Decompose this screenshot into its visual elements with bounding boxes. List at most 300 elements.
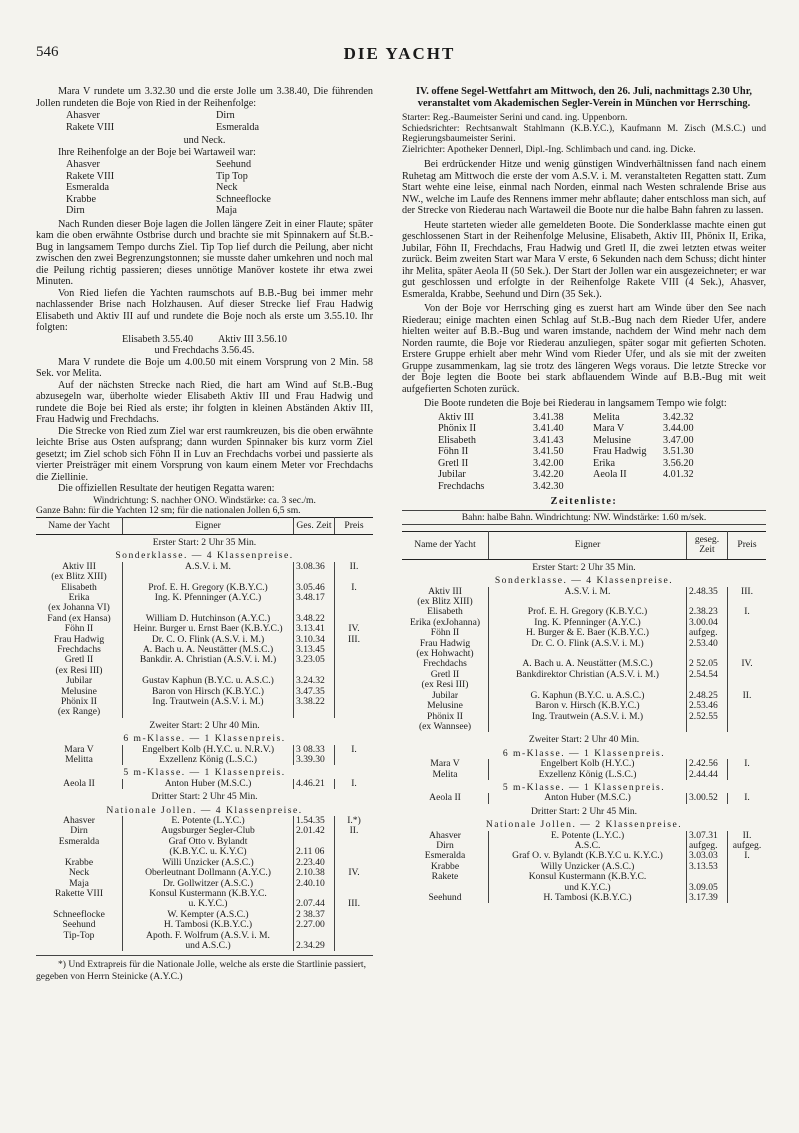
prize — [335, 879, 374, 889]
results-table — [402, 531, 766, 903]
owner: Bankdirektor Christian (A.S.V. i. M.) — [489, 670, 687, 691]
footnote: *) Und Extrapreis für die Nationale Jolle, welche als erste die Startlinie passiert, gegeben von Herrn Steinicke (A.Y.C.) — [36, 955, 373, 982]
table-row — [36, 697, 373, 718]
page-number: 546 — [36, 44, 59, 60]
section-row — [36, 548, 373, 561]
column-header: geseg. Zeit — [687, 532, 728, 560]
owner: Konsul Kustermann (K.B.Y.C. u. K.Y.C.) — [123, 889, 294, 910]
prize — [728, 628, 767, 638]
yacht-name: Melitta — [36, 755, 123, 765]
officials-finish-judges: Zielrichter: Apotheker Dennerl, Dipl.-Ing. Schlimbach und cand. ing. Dicke. — [402, 143, 696, 155]
elapsed-time: 2.40.10 — [294, 879, 335, 889]
course-info: Bahn: halbe Bahn. Windrichtung: NW. Windstärke: 1.60 m/sek. — [402, 510, 766, 526]
section-row — [36, 789, 373, 802]
paragraph: und Neck. — [183, 135, 226, 146]
paragraph: Von Ried liefen die Yachten raumschots auf B.B.-Bug bei immer mehr nachlassender Brise nach Holzhausen. Auf dieser Strecke lief Frau Hadwig Elisabeth und Aktiv III auf und rundete die Boje noch als erste um 3.55.10. Ihr folgten: — [36, 287, 373, 333]
section-label: Erster Start: 2 Uhr 35 Min. — [532, 561, 636, 573]
owner: H. Burger & E. Baer (K.B.Y.C.) — [489, 628, 687, 638]
section-label: Zweiter Start: 2 Uhr 40 Min. — [149, 719, 260, 731]
prize: IV. — [741, 658, 753, 670]
prize: I. — [351, 581, 357, 593]
yacht-name: Phönix II (ex Range) — [36, 697, 123, 718]
owner: Augsburger Segler-Club — [123, 826, 294, 836]
prize: I.*) — [347, 815, 361, 827]
owner: A.S.V. i. M. — [123, 562, 294, 583]
prize: II. — [349, 560, 359, 572]
yacht-name: Rakete VIII — [66, 170, 115, 182]
yacht-name: Aeola II — [36, 779, 123, 789]
officials-starter: Starter: Reg.-Baumeister Serini und cand. ing. Uppenborn. — [402, 112, 628, 123]
section-row — [402, 817, 766, 830]
elapsed-time: 3 08.33 — [294, 745, 335, 755]
prize: I. — [744, 606, 750, 618]
yacht-name: Mara V — [36, 745, 123, 755]
elapsed-time: aufgeg. — [687, 628, 728, 638]
yacht-name: Rakete — [402, 872, 489, 893]
yacht-name: Seehund — [402, 893, 489, 903]
elapsed-time: 3.13.53 — [687, 862, 728, 872]
elapsed-time: 2.42.56 — [687, 759, 728, 769]
owner: Ing. Trautwein (A.S.V. i. M.) — [489, 712, 687, 733]
section-row — [402, 746, 766, 759]
elapsed-time: 2.44.44 — [687, 770, 728, 780]
list-item — [36, 122, 373, 134]
rounding-order-list — [36, 110, 373, 133]
owner: Ing. Trautwein (A.S.V. i. M.) — [123, 697, 294, 718]
yacht-name: Gretl II (ex Resi III) — [402, 670, 489, 691]
prize — [728, 618, 767, 628]
section-row — [402, 780, 766, 793]
paragraph: Die Boote rundeten die Boje bei Riederau in langsamem Tempo wie folgt: — [424, 398, 727, 409]
yacht-name: Ahasver — [66, 159, 100, 170]
yacht-name: Neck — [216, 182, 238, 193]
elapsed-time: 2.01.42 — [294, 826, 335, 836]
column-header: Eigner — [489, 532, 687, 560]
prize: II. — [349, 825, 359, 837]
page-title: DIE YACHT — [343, 44, 456, 63]
time-cell: 3.42.32 — [663, 411, 694, 423]
elapsed-time: 2 52.05 — [687, 659, 728, 669]
yacht-name: Fand (ex Hansa) — [36, 614, 123, 624]
prize — [335, 755, 374, 765]
right-column — [402, 86, 766, 903]
yacht-name: Esmeralda — [402, 851, 489, 861]
yacht-name: Dirn — [66, 205, 85, 216]
table-row — [36, 593, 373, 614]
prize — [335, 645, 374, 655]
time-cell — [663, 481, 723, 493]
prize — [335, 697, 374, 718]
section-label: Zweiter Start: 2 Uhr 40 Min. — [528, 734, 640, 746]
time-cell: Frechdachs — [438, 480, 485, 492]
prize: II. — [742, 689, 752, 701]
list-item — [36, 110, 373, 122]
section-row — [36, 731, 373, 744]
elapsed-time: 3.13.45 — [294, 645, 335, 655]
rounding-times — [438, 412, 766, 493]
paragraph: Von der Boje vor Herrsching ging es zuerst hart am Winde über den See nach Riederau; einige machten einen Schlag auf St.B.-Bug nach dem Rieder Ufer, andere hielten weiter auf B.B.-Bug und waren imstande, nachdem der Wind mehr nach dem Norden raumte, die Boje vor Riederau anzuliegen, später sogar mit gefierten Schoten. Erstere Gruppe erhielt aber mehr Wind vom Rieder Ufer, und als sie mit der zweiten Gruppe zusammenkam, lag sie trotz des längeren Wegs voraus. Die letzte Strecke vor der Boje legten die Boote bei stark abflauendem Winde auf B.B.-Bug mit weit aufgefierten Schoten zurück. — [402, 303, 766, 395]
yacht-name: Elisabeth — [402, 607, 489, 617]
elapsed-time: 2.38.23 — [687, 607, 728, 617]
elapsed-time: 1.54.35 — [294, 816, 335, 826]
owner: Heinr. Burger u. Ernst Baer (K.B.Y.C.) — [123, 624, 294, 634]
yacht-name: Krabbe — [402, 862, 489, 872]
owner: Willy Unzicker (A.S.C.) — [489, 862, 687, 872]
table-row — [402, 670, 766, 691]
column-header: Preis — [728, 532, 767, 560]
time-cell: Melusine — [593, 434, 631, 446]
section-label: 6 m-Klasse. — 1 Klassenpreis. — [502, 747, 666, 759]
elapsed-time: 3.47.35 — [294, 687, 335, 697]
elapsed-time: 3.17.39 — [687, 893, 728, 903]
prize — [335, 910, 374, 920]
elapsed-time: 3.07.31 — [687, 831, 728, 841]
prize — [335, 920, 374, 930]
owner: Prof. E. H. Gregory (K.B.Y.C.) — [489, 607, 687, 617]
column-header: Name der Yacht — [402, 532, 489, 560]
time-cell: Elisabeth — [438, 434, 476, 446]
section-row — [402, 573, 766, 586]
time-cell: 3.56.20 — [663, 457, 694, 469]
owner: G. Kaphun (B.Y.C. u. A.S.C.) — [489, 691, 687, 701]
prize — [728, 770, 767, 780]
elapsed-time: 2.48.25 — [687, 691, 728, 701]
yacht-name: Esmeralda — [36, 837, 123, 858]
section-label: 5 m-Klasse. — 1 Klassenpreis. — [502, 781, 666, 793]
section-row — [402, 804, 766, 817]
list-item — [36, 159, 373, 171]
section-label: Dritter Start: 2 Uhr 45 Min. — [530, 805, 638, 817]
owner: Anton Huber (M.S.C.) — [489, 793, 687, 803]
results-table — [36, 517, 373, 952]
left-column — [36, 86, 373, 982]
time-cell: 3.42.00 — [533, 457, 564, 469]
yacht-name: Melusine — [36, 687, 123, 697]
prize: aufgeg. — [732, 839, 762, 851]
time-cell: Föhn II — [438, 446, 469, 457]
time-cell: 3.41.50 — [533, 446, 564, 457]
elapsed-time: aufgeg. — [687, 841, 728, 851]
yacht-name: Rakette VIII — [36, 889, 123, 910]
owner: Dr. Gollwitzer (A.S.C.) — [123, 879, 294, 889]
owner: Graf Otto v. Bylandt (K.B.Y.C. u. K.Y.C) — [123, 837, 294, 858]
yacht-name: Aktiv III (ex Blitz XIII) — [402, 587, 489, 608]
elapsed-time: 2.54.54 — [687, 670, 728, 691]
prize: III. — [348, 633, 360, 645]
section-row — [402, 732, 766, 745]
time-cell: Aeola II — [593, 469, 627, 480]
elapsed-time: 3.00.52 — [687, 793, 728, 803]
section-label: Dritter Start: 2 Uhr 45 Min. — [151, 791, 258, 803]
yacht-name: Frau Hadwig (ex Hohwacht) — [402, 639, 489, 660]
paragraph: Die offiziellen Resultate der heutigen Regatta waren: — [58, 483, 275, 494]
prize: I. — [744, 792, 750, 804]
prize — [335, 837, 374, 858]
yacht-name: Seehund — [36, 920, 123, 930]
yacht-name: Rakete VIII — [66, 121, 115, 133]
paragraph: Nach Runden dieser Boje lagen die Jollen längere Zeit in einer Flaute; später kam die oben erwähnte Ostbrise durch und brachte sie mit Spinnakern auf St.B.-Bug in langsamem Tempo durchs Ziel. Tip Top lief durch die Peilung, aber nicht zwischen den zwei Begrenzungstonnen; sie musste daher umkehren und noch mal die Peilung richtig passieren; dieses unnötige Manöver kostete ihr etwa zwei Minuten. — [36, 218, 373, 287]
prize — [335, 655, 374, 676]
prize — [728, 712, 767, 733]
owner: Dr. C. O. Flink (A.S.V. i. M.) — [123, 635, 294, 645]
yacht-name: Maja — [36, 879, 123, 889]
table-row — [36, 624, 373, 634]
yacht-name: Maja — [216, 205, 237, 216]
time-cell: Melita — [593, 411, 620, 423]
section-row — [36, 718, 373, 731]
elapsed-time: 2.34.29 — [294, 931, 335, 952]
yacht-name: Dirn — [36, 826, 123, 836]
elapsed-time: 3.39.30 — [294, 755, 335, 765]
prize: I. — [744, 850, 750, 862]
elapsed-time: 3.03.03 — [687, 851, 728, 861]
table-row — [36, 655, 373, 676]
prize — [728, 872, 767, 893]
prize — [335, 593, 374, 614]
yacht-name: Föhn II — [36, 624, 123, 634]
table-row — [402, 793, 766, 803]
table-row — [36, 868, 373, 878]
owner: Exzellenz König (L.S.C.) — [489, 770, 687, 780]
prize: I. — [744, 758, 750, 770]
section-label: Erster Start: 2 Uhr 35 Min. — [152, 536, 257, 548]
time-cell: Gretl II — [438, 457, 469, 469]
time-cell: 3.42.30 — [533, 480, 564, 492]
yacht-name: Ahasver — [66, 110, 100, 121]
owner: Engelbert Kolb (H.Y.C.) — [489, 759, 687, 769]
elapsed-time: 2.10.38 — [294, 868, 335, 878]
prize — [335, 687, 374, 697]
time-cell — [593, 481, 663, 493]
paragraph: Bei erdrückender Hitze und wenig günstigen Windverhältnissen fand nach einem Ruhetag am Mittwoch die erste der vom A.S.V. i. M. veranstalteten Regatten statt. Zum Start wehte eine leise, einmal nach Norden, einmal nach Westen schralende Brise aus NW., welche im Laufe des Rennens immer mehr abflaute; daher entschloss man sich, auf der Strecke von Riederau nach Wartaweil die Boote nur die halbe Bahn fahren zu lassen. — [402, 159, 766, 216]
elapsed-time: 3.48.17 — [294, 593, 335, 614]
yacht-name: Schneeflocke — [36, 910, 123, 920]
owner: H. Tambosi (K.B.Y.C.) — [123, 920, 294, 930]
owner: A.S.V. i. M. — [489, 587, 687, 608]
owner: E. Potente (L.Y.C.) — [489, 831, 687, 841]
yacht-name: Ahasver — [402, 831, 489, 841]
time-cell: 3.41.43 — [533, 434, 564, 446]
list-item — [36, 194, 373, 206]
time-cell: 3.41.38 — [533, 411, 564, 423]
yacht-name: Esmeralda — [216, 121, 259, 133]
table-row — [402, 639, 766, 660]
yacht-name: Jubilar — [36, 676, 123, 686]
column-header: Eigner — [123, 517, 294, 534]
prize: IV. — [348, 623, 360, 635]
table-row — [402, 759, 766, 769]
elapsed-time: 3.10.34 — [294, 635, 335, 645]
yacht-name: Föhn II — [402, 628, 489, 638]
owner: Oberleutnant Dollmann (A.Y.C.) — [123, 868, 294, 878]
owner: Ing. K. Pfenninger (A.Y.C.) — [123, 593, 294, 614]
elapsed-time: 3.08.36 — [294, 562, 335, 583]
yacht-name: Dirn — [216, 110, 235, 121]
table-row — [36, 755, 373, 765]
column-header: Name der Yacht — [36, 517, 123, 534]
owner: Engelbert Kolb (H.Y.C. u. N.R.V.) — [123, 745, 294, 755]
yacht-name: Dirn — [402, 841, 489, 851]
paragraph: Ihre Reihenfolge an der Boje bei Wartaweil war: — [58, 146, 256, 158]
elapsed-time: 3.09.05 — [687, 872, 728, 893]
table-row — [402, 701, 766, 711]
prize: III. — [348, 898, 360, 910]
elapsed-time: 3.00.04 — [687, 618, 728, 628]
yacht-name: Krabbe — [36, 858, 123, 868]
table-row — [402, 712, 766, 733]
yacht-name: Melita — [402, 770, 489, 780]
owner: Gustav Kaphun (B.Y.C. u. A.S.C.) — [123, 676, 294, 686]
table-row — [36, 837, 373, 858]
column-header: Ges. Zeit — [294, 517, 335, 534]
times-line: Elisabeth 3.55.40 Aktiv III 3.56.10 — [122, 333, 287, 345]
course-info: Ganze Bahn: für die Yachten 12 sm; für die nationalen Jollen 6,5 sm. — [36, 505, 301, 516]
section-label: 5 m-Klasse. — 1 Klassenpreis. — [123, 767, 286, 779]
prize — [728, 670, 767, 691]
yacht-name: Neck — [36, 868, 123, 878]
yacht-name: Mara V — [402, 759, 489, 769]
elapsed-time: 2 38.37 — [294, 910, 335, 920]
elapsed-time: 3.38.22 — [294, 697, 335, 718]
yacht-name: Frechdachs — [36, 645, 123, 655]
owner: Exzellenz König (L.S.C.) — [123, 755, 294, 765]
section-label: 6 m-Klasse. — 1 Klassenpreis. — [123, 733, 286, 745]
yacht-name: Ahasver — [36, 816, 123, 826]
time-cell: 3.44.00 — [663, 423, 694, 434]
officials-judges: Schiedsrichter: Rechtsanwalt Stahlmann (K.B.Y.C.), Kaufmann M. Zisch (M.S.C.) und Regierungsbaumeister Serini. — [402, 122, 766, 144]
section-label: Sonderklasse. — 4 Klassenpreise. — [494, 575, 674, 587]
table-row — [36, 920, 373, 930]
paragraph: Die Strecke von Ried zum Ziel war erst raumkreuzen, bis die oben erwähnte leichte Brise aus Osten aufsprang; dann wurden Spinnaker bis kurz vorm Ziel gesetzt; im Ziel schob sich Föhn II in Luv an Frechdachs vorbei und passierte als vierter Preisträger mit einem Vorsprung von kaum einem Meter vor Frechdachs die Ziellinie. — [36, 425, 373, 483]
time-cell: 4.01.32 — [663, 469, 694, 480]
time-cell: Phönix II — [438, 423, 477, 434]
table-row — [36, 889, 373, 910]
owner: Anton Huber (M.S.C.) — [123, 779, 294, 789]
yacht-name: Elisabeth — [36, 583, 123, 593]
paragraph: Auf der nächsten Strecke nach Ried, die hart am Wind auf St.B.-Bug abzusegeln war, überholte wieder Elisabeth Aktiv III und Frau Hadwig und rundete die Boje bei Ried als erste; ihr folgten in kleinen Abständen Aktiv III, Frau Hadwig und Frechdachs. — [36, 379, 373, 425]
section-row — [36, 534, 373, 548]
owner: Baron von Hirsch (K.B.Y.C.) — [123, 687, 294, 697]
elapsed-time: 2.23.40 — [294, 858, 335, 868]
owner: Dr. C. O. Flink (A.S.V. i. M.) — [489, 639, 687, 660]
owner: A.S.C. — [489, 841, 687, 851]
yacht-name: Melusine — [402, 701, 489, 711]
elapsed-time: 3.05.46 — [294, 583, 335, 593]
table-row — [402, 872, 766, 893]
owner: A. Bach u. A. Neustätter (M.S.C.) — [123, 645, 294, 655]
yacht-name: Erika (ex Johanna VI) — [36, 593, 123, 614]
yacht-name: Tip Top — [216, 170, 248, 182]
elapsed-time: 2.11 06 — [294, 837, 335, 858]
owner: Baron v. Hirsch (K.B.Y.C.) — [489, 701, 687, 711]
section-heading: IV. offene Segel-Wettfahrt am Mittwoch, den 26. Juli, nachmittags 2.30 Uhr, veranstaltet vom Akademischen Segler-Verein in München vor Herrsching. — [416, 86, 752, 109]
prize: IV. — [348, 867, 360, 879]
owner: A. Bach u. A. Neustätter (M.S.C.) — [489, 659, 687, 669]
section-label: Sonderklasse. — 4 Klassenpreise. — [115, 550, 294, 562]
prize: III. — [741, 585, 753, 597]
table-row — [402, 893, 766, 903]
yacht-name: Erika (exJohanna) — [402, 618, 489, 628]
list-item — [36, 182, 373, 194]
owner: Apoth. F. Wolfrum (A.S.V. i. M. und A.S.C.) — [123, 931, 294, 952]
yacht-name: Esmeralda — [66, 182, 109, 193]
table-row — [36, 931, 373, 952]
paragraph: Mara V rundete die Boje um 4.00.50 mit einem Vorsprung von 2 Min. 58 Sek. vor Melita. — [36, 356, 373, 379]
prize: I. — [351, 743, 357, 755]
time-cell: 3.51.30 — [663, 446, 694, 457]
time-cell: 3.41.40 — [533, 423, 564, 434]
yacht-name: Krabbe — [66, 193, 96, 205]
prize — [335, 676, 374, 686]
elapsed-time: 4.46.21 — [294, 779, 335, 789]
wind-info: Windrichtung: S. nachher ONO. Windstärke: ca. 3 sec./m. — [93, 494, 316, 506]
section-row — [402, 559, 766, 573]
owner: E. Potente (L.Y.C.) — [123, 816, 294, 826]
owner: Konsul Kustermann (K.B.Y.C. und K.Y.C.) — [489, 872, 687, 893]
rounding-order-list — [36, 159, 373, 217]
elapsed-time: 3.13.41 — [294, 624, 335, 634]
table-row — [36, 779, 373, 789]
time-cell: 3.47.00 — [663, 434, 694, 446]
owner: William D. Hutchinson (A.Y.C.) — [123, 614, 294, 624]
owner: Graf O. v. Bylandt (K.B.Y.C u. K.Y.C.) — [489, 851, 687, 861]
prize: I. — [351, 777, 357, 789]
owner: Bankdir. A. Christian (A.S.V. i. M.) — [123, 655, 294, 676]
elapsed-time: 3.48.22 — [294, 614, 335, 624]
table-row — [36, 562, 373, 583]
owner: Willi Unzicker (A.S.C.) — [123, 858, 294, 868]
list-item — [36, 171, 373, 183]
prize — [728, 893, 767, 903]
times-line: und Frechdachs 3.56.45. — [154, 345, 255, 356]
prize: II. — [742, 829, 752, 841]
yacht-name: Seehund — [216, 159, 252, 170]
paragraph: Heute starteten wieder alle gemeldeten Boote. Die Sonderklasse machte einen gut geschlossenen Start in der Reihenfolge Melusine, Elisabeth, Aktiv III, Phönix II, Erika, Jubilar, Föhn II, Frechdachs, Frau Hadwig und Gretl II, die zwei letzten etwas weiter zurück. Beim zweiten Start war Mara V erste, 6 Sekunden nach dem Schuss; dicht hinter ihr Melita, später Aeola II (50 Sek.). Der Start der Jollen war ein ausgezeichneter; er war gut geschlossen und erfolgte in der Reihenfolge Rakete VIII (4 Sek.), Ahasver, Esmeralda, Krabbe, Seehund und Dirn (35 Sek.). — [402, 219, 766, 300]
time-cell: 3.42.20 — [533, 469, 564, 480]
elapsed-time: 2.52.55 — [687, 712, 728, 733]
time-cell: Erika — [593, 457, 616, 469]
list-item — [36, 205, 373, 217]
yacht-name: Jubilar — [402, 691, 489, 701]
elapsed-time: 3.24.32 — [294, 676, 335, 686]
elapsed-time: 2.27.00 — [294, 920, 335, 930]
time-list-heading: Zeitenliste: — [550, 496, 618, 507]
prize — [335, 931, 374, 952]
section-label: Nationale Jollen. — 2 Klassenpreise. — [485, 819, 683, 831]
prize — [728, 701, 767, 711]
section-row — [36, 803, 373, 816]
column-header: Preis — [335, 517, 374, 534]
paragraph: Mara V rundete um 3.32.30 und die erste Jolle um 3.38.40, Die führenden Jollen rundeten die Boje von Ried in der Reihenfolge: — [36, 86, 373, 109]
yacht-name: Frau Hadwig — [36, 635, 123, 645]
prize — [728, 639, 767, 660]
time-cell: Jubilar — [438, 469, 466, 480]
prize — [728, 862, 767, 872]
section-label: Nationale Jollen. — 4 Klassenpreise. — [106, 804, 303, 816]
elapsed-time: 2.53.46 — [687, 701, 728, 711]
owner: W. Kempter (A.S.C.) — [123, 910, 294, 920]
table-row — [402, 770, 766, 780]
time-cell: Frau Hadwig — [593, 446, 647, 457]
owner: Prof. E. H. Gregory (K.B.Y.C.) — [123, 583, 294, 593]
elapsed-time: 2.07.44 — [294, 889, 335, 910]
elapsed-time: 2.53.40 — [687, 639, 728, 660]
owner: H. Tambosi (K.B.Y.C.) — [489, 893, 687, 903]
yacht-name: Schneeflocke — [216, 193, 271, 205]
table-row — [402, 587, 766, 608]
time-cell: Mara V — [593, 423, 625, 434]
yacht-name: Aktiv III (ex Blitz XIII) — [36, 562, 123, 583]
